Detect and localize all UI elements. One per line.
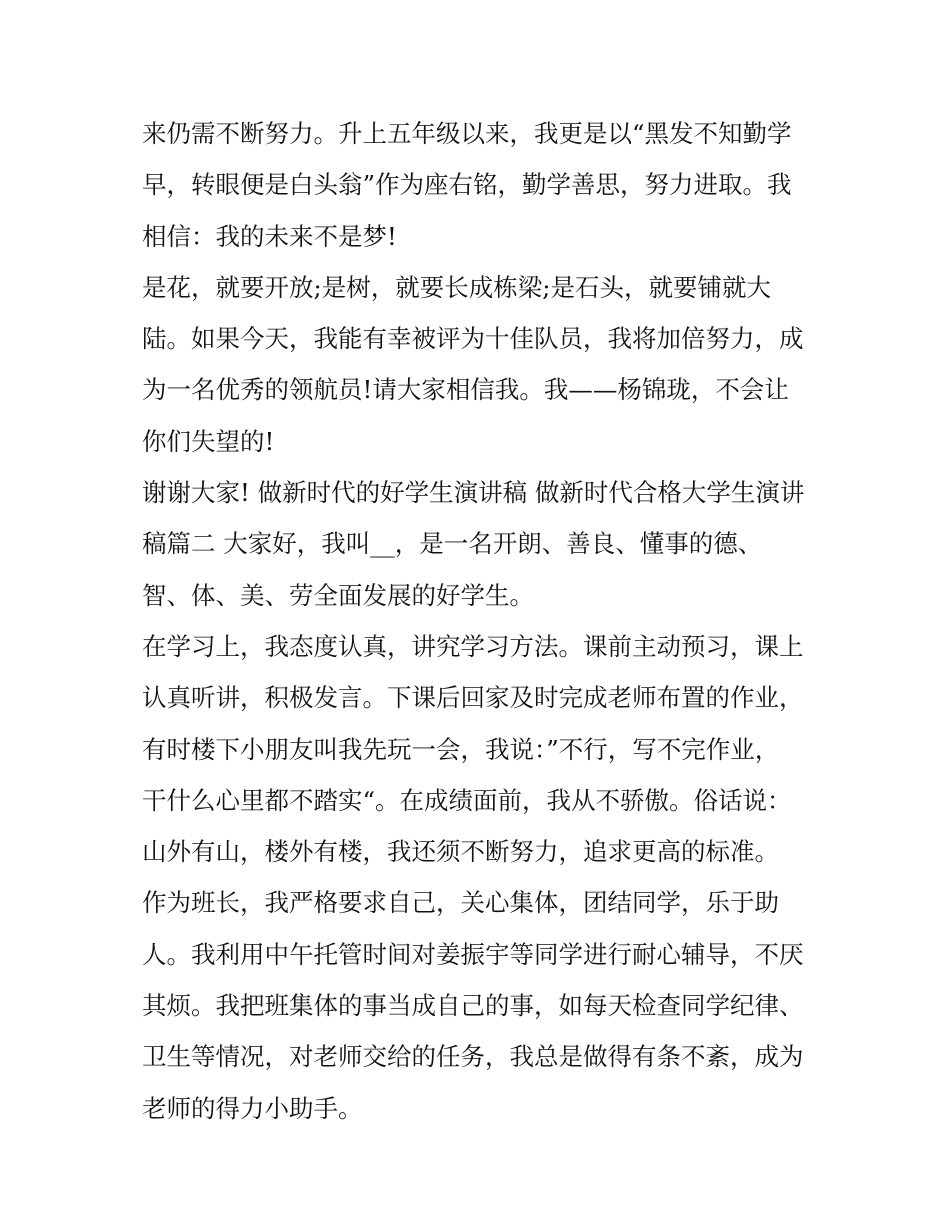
text-line: 有时楼下小朋友叫我先玩一会，我说：”不行，写不完作业， [142,734,780,764]
text-line: 来仍需不断努力。升上五年级以来，我更是以“黑发不知勤学 [142,119,792,148]
text-line: 你们失望的! [142,426,275,456]
text-line: 卫生等情况，对老师交给的任务，我总是做得有条不紊，成为 [142,1042,804,1072]
text-line: 为一名优秀的领航员!请大家相信我。我——杨锦珑，不会让 [142,375,789,405]
text-line: 在学习上，我态度认真，讲究学习方法。课前主动预习，课上 [142,631,804,661]
text-line: 山外有山，楼外有楼，我还须不断努力，追求更高的标准。 [142,837,779,867]
text-line: 人。我利用中午托管时间对姜振宇等同学进行耐心辅导，不厌 [142,939,804,969]
text-line: 干什么心里都不踏实“。在成绩面前，我从不骄傲。俗话说： [142,785,792,815]
text-line: 稿篇二 大家好，我叫__，是一名开朗、善良、懂事的德、 [142,529,763,559]
text-line: 陆。如果今天，我能有幸被评为十佳队员，我将加倍努力，成 [142,324,804,354]
text-line: 早，转眼便是白头翁”作为座右铭，勤学善思，努力进取。我 [142,170,792,200]
text-line: 作为班长，我严格要求自己，关心集体，团结同学，乐于助 [142,888,779,918]
text-line: 智、体、美、劳全面发展的好学生。 [142,580,534,610]
document-body [142,108,832,1134]
text-line: 其烦。我把班集体的事当成自己的事，如每天检查同学纪律、 [142,991,804,1021]
text-line: 是花，就要开放;是树，就要长成栋梁;是石头，就要铺就大 [142,272,772,302]
text-line: 认真听讲，积极发言。下课后回家及时完成老师布置的作业， [142,683,804,713]
text-line: 相信：我的未来不是梦! [142,221,397,251]
text-line: 老师的得力小助手。 [142,1093,363,1123]
text-line: 谢谢大家! 做新时代的好学生演讲稿 做新时代合格大学生演讲 [142,478,805,508]
